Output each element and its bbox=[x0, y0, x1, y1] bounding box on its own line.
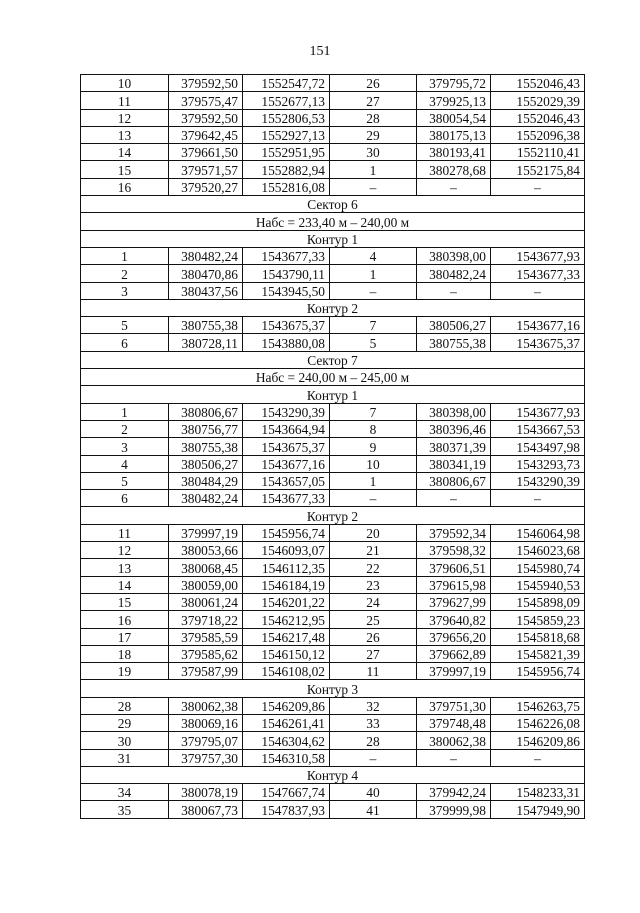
x-coordinate: 379795,72 bbox=[417, 75, 491, 92]
y-coordinate: 1545859,23 bbox=[491, 611, 585, 628]
point-number: 16 bbox=[81, 178, 169, 195]
point-number: 5 bbox=[81, 317, 169, 334]
point-number: 12 bbox=[81, 542, 169, 559]
x-coordinate: 380482,24 bbox=[417, 265, 491, 282]
x-coordinate: 380728,11 bbox=[169, 334, 243, 351]
y-coordinate: 1546304,62 bbox=[243, 732, 330, 749]
x-coordinate: 379606,51 bbox=[417, 559, 491, 576]
point-number: 25 bbox=[330, 611, 417, 628]
x-coordinate: 380078,19 bbox=[169, 784, 243, 801]
x-coordinate: 379748,48 bbox=[417, 714, 491, 731]
point-number: 41 bbox=[330, 801, 417, 818]
point-number: 10 bbox=[330, 455, 417, 472]
table-row bbox=[81, 490, 585, 507]
y-coordinate: 1543290,39 bbox=[491, 472, 585, 489]
point-number: 1 bbox=[330, 265, 417, 282]
y-coordinate: 1552927,13 bbox=[243, 126, 330, 143]
point-number: 13 bbox=[81, 126, 169, 143]
y-coordinate: 1547667,74 bbox=[243, 784, 330, 801]
point-number: 35 bbox=[81, 801, 169, 818]
table-row bbox=[81, 317, 585, 334]
point-number: 3 bbox=[81, 438, 169, 455]
y-coordinate: 1546108,02 bbox=[243, 663, 330, 680]
x-coordinate: 380061,24 bbox=[169, 593, 243, 610]
table-row bbox=[81, 663, 585, 680]
y-coordinate: 1552677,13 bbox=[243, 92, 330, 109]
x-coordinate: 380482,24 bbox=[169, 490, 243, 507]
table-row bbox=[81, 714, 585, 731]
point-number: 11 bbox=[330, 663, 417, 680]
point-number: 14 bbox=[81, 576, 169, 593]
y-coordinate: 1545821,39 bbox=[491, 645, 585, 662]
x-coordinate: 380054,54 bbox=[417, 109, 491, 126]
table-row bbox=[81, 628, 585, 645]
x-coordinate: 379997,19 bbox=[417, 663, 491, 680]
x-coordinate: 380175,13 bbox=[417, 126, 491, 143]
x-coordinate: 380062,38 bbox=[169, 697, 243, 714]
y-coordinate: 1543293,73 bbox=[491, 455, 585, 472]
table-row bbox=[81, 144, 585, 161]
point-number: – bbox=[330, 490, 417, 507]
point-number: 23 bbox=[330, 576, 417, 593]
x-coordinate: 380069,16 bbox=[169, 714, 243, 731]
section-header: Контур 4 bbox=[81, 766, 585, 783]
point-number: 5 bbox=[330, 334, 417, 351]
y-coordinate: 1543290,39 bbox=[243, 403, 330, 420]
y-coordinate: – bbox=[491, 749, 585, 766]
point-number: 15 bbox=[81, 593, 169, 610]
x-coordinate: 379615,98 bbox=[417, 576, 491, 593]
table-row bbox=[81, 438, 585, 455]
point-number: 8 bbox=[330, 420, 417, 437]
y-coordinate: 1546150,12 bbox=[243, 645, 330, 662]
table-row bbox=[81, 75, 585, 92]
section-header-row bbox=[81, 680, 585, 697]
x-coordinate: 379640,82 bbox=[417, 611, 491, 628]
y-coordinate: 1543677,16 bbox=[491, 317, 585, 334]
point-number: 27 bbox=[330, 645, 417, 662]
table-row bbox=[81, 247, 585, 264]
point-number: 29 bbox=[330, 126, 417, 143]
x-coordinate: 379592,34 bbox=[417, 524, 491, 541]
y-coordinate: 1546263,75 bbox=[491, 697, 585, 714]
table-row bbox=[81, 524, 585, 541]
point-number: 31 bbox=[81, 749, 169, 766]
y-coordinate: 1543664,94 bbox=[243, 420, 330, 437]
x-coordinate: 379571,57 bbox=[169, 161, 243, 178]
x-coordinate: 379598,32 bbox=[417, 542, 491, 559]
table-row bbox=[81, 784, 585, 801]
y-coordinate: 1547837,93 bbox=[243, 801, 330, 818]
point-number: – bbox=[330, 749, 417, 766]
section-header-row bbox=[81, 196, 585, 213]
point-number: 33 bbox=[330, 714, 417, 731]
point-number: 15 bbox=[81, 161, 169, 178]
y-coordinate: 1543677,33 bbox=[243, 247, 330, 264]
x-coordinate: 380755,38 bbox=[417, 334, 491, 351]
section-header-row bbox=[81, 230, 585, 247]
x-coordinate: 379997,19 bbox=[169, 524, 243, 541]
x-coordinate: 380053,66 bbox=[169, 542, 243, 559]
y-coordinate: 1543677,93 bbox=[491, 247, 585, 264]
point-number: 24 bbox=[330, 593, 417, 610]
y-coordinate: 1543657,05 bbox=[243, 472, 330, 489]
point-number: 10 bbox=[81, 75, 169, 92]
point-number: 4 bbox=[330, 247, 417, 264]
section-header: Сектор 6 bbox=[81, 196, 585, 213]
point-number: 19 bbox=[81, 663, 169, 680]
table-row bbox=[81, 420, 585, 437]
section-header: Набс = 233,40 м – 240,00 м bbox=[81, 213, 585, 230]
x-coordinate: 380437,56 bbox=[169, 282, 243, 299]
section-header: Контур 3 bbox=[81, 680, 585, 697]
table-row bbox=[81, 542, 585, 559]
section-header-row bbox=[81, 351, 585, 368]
x-coordinate: 379627,99 bbox=[417, 593, 491, 610]
point-number: 1 bbox=[81, 403, 169, 420]
table-row bbox=[81, 611, 585, 628]
x-coordinate: – bbox=[417, 282, 491, 299]
point-number: 26 bbox=[330, 75, 417, 92]
y-coordinate: 1552046,43 bbox=[491, 109, 585, 126]
y-coordinate: 1546112,35 bbox=[243, 559, 330, 576]
x-coordinate: 379757,30 bbox=[169, 749, 243, 766]
x-coordinate: 379585,59 bbox=[169, 628, 243, 645]
y-coordinate: 1546212,95 bbox=[243, 611, 330, 628]
point-number: 4 bbox=[81, 455, 169, 472]
point-number: 6 bbox=[81, 334, 169, 351]
page-number: 151 bbox=[309, 44, 331, 59]
table-row bbox=[81, 403, 585, 420]
x-coordinate: 380371,39 bbox=[417, 438, 491, 455]
point-number: – bbox=[330, 282, 417, 299]
y-coordinate: 1543677,33 bbox=[243, 490, 330, 507]
y-coordinate: 1543677,16 bbox=[243, 455, 330, 472]
point-number: 6 bbox=[81, 490, 169, 507]
x-coordinate: 380062,38 bbox=[417, 732, 491, 749]
y-coordinate: 1546023,68 bbox=[491, 542, 585, 559]
x-coordinate: 379575,47 bbox=[169, 92, 243, 109]
x-coordinate: 380068,45 bbox=[169, 559, 243, 576]
y-coordinate: 1546226,08 bbox=[491, 714, 585, 731]
y-coordinate: 1543675,37 bbox=[243, 317, 330, 334]
point-number: 3 bbox=[81, 282, 169, 299]
point-number: 32 bbox=[330, 697, 417, 714]
table-row bbox=[81, 593, 585, 610]
section-header: Контур 2 bbox=[81, 507, 585, 524]
y-coordinate: 1546064,98 bbox=[491, 524, 585, 541]
point-number: 28 bbox=[81, 697, 169, 714]
x-coordinate: 380059,00 bbox=[169, 576, 243, 593]
point-number: 16 bbox=[81, 611, 169, 628]
point-number: 2 bbox=[81, 265, 169, 282]
table-row bbox=[81, 161, 585, 178]
point-number: 28 bbox=[330, 732, 417, 749]
x-coordinate: 379795,07 bbox=[169, 732, 243, 749]
x-coordinate: 380278,68 bbox=[417, 161, 491, 178]
x-coordinate: 379656,20 bbox=[417, 628, 491, 645]
table-row bbox=[81, 282, 585, 299]
y-coordinate: 1552806,53 bbox=[243, 109, 330, 126]
point-number: 20 bbox=[330, 524, 417, 541]
point-number: 14 bbox=[81, 144, 169, 161]
point-number: 28 bbox=[330, 109, 417, 126]
section-header-row bbox=[81, 299, 585, 316]
table-row bbox=[81, 178, 585, 195]
table-row bbox=[81, 472, 585, 489]
x-coordinate: 380398,00 bbox=[417, 403, 491, 420]
coordinates-table bbox=[80, 74, 585, 819]
y-coordinate: 1547949,90 bbox=[491, 801, 585, 818]
x-coordinate: 380806,67 bbox=[417, 472, 491, 489]
y-coordinate: 1545956,74 bbox=[243, 524, 330, 541]
x-coordinate: – bbox=[417, 490, 491, 507]
y-coordinate: 1545818,68 bbox=[491, 628, 585, 645]
table-row bbox=[81, 749, 585, 766]
x-coordinate: 380506,27 bbox=[169, 455, 243, 472]
point-number: 1 bbox=[330, 161, 417, 178]
y-coordinate: – bbox=[491, 490, 585, 507]
table-row bbox=[81, 109, 585, 126]
x-coordinate: 379642,45 bbox=[169, 126, 243, 143]
x-coordinate: 380756,77 bbox=[169, 420, 243, 437]
y-coordinate: 1552046,43 bbox=[491, 75, 585, 92]
point-number: 1 bbox=[81, 247, 169, 264]
point-number: 17 bbox=[81, 628, 169, 645]
section-header-row bbox=[81, 369, 585, 386]
table-row bbox=[81, 92, 585, 109]
table-row bbox=[81, 559, 585, 576]
x-coordinate: 379587,99 bbox=[169, 663, 243, 680]
y-coordinate: 1546209,86 bbox=[243, 697, 330, 714]
x-coordinate: 379661,50 bbox=[169, 144, 243, 161]
x-coordinate: – bbox=[417, 749, 491, 766]
y-coordinate: 1552882,94 bbox=[243, 161, 330, 178]
point-number: 11 bbox=[81, 92, 169, 109]
table-row bbox=[81, 334, 585, 351]
y-coordinate: 1546261,41 bbox=[243, 714, 330, 731]
point-number: 21 bbox=[330, 542, 417, 559]
table-row bbox=[81, 455, 585, 472]
y-coordinate: 1543497,98 bbox=[491, 438, 585, 455]
section-header-row bbox=[81, 507, 585, 524]
table-row bbox=[81, 576, 585, 593]
y-coordinate: 1546310,58 bbox=[243, 749, 330, 766]
y-coordinate: 1546209,86 bbox=[491, 732, 585, 749]
x-coordinate: 379592,50 bbox=[169, 109, 243, 126]
y-coordinate: 1543880,08 bbox=[243, 334, 330, 351]
point-number: 13 bbox=[81, 559, 169, 576]
y-coordinate: – bbox=[491, 178, 585, 195]
point-number: 9 bbox=[330, 438, 417, 455]
section-header-row bbox=[81, 766, 585, 783]
x-coordinate: 379662,89 bbox=[417, 645, 491, 662]
x-coordinate: 379999,98 bbox=[417, 801, 491, 818]
point-number: 30 bbox=[81, 732, 169, 749]
section-header: Набс = 240,00 м – 245,00 м bbox=[81, 369, 585, 386]
table-row bbox=[81, 697, 585, 714]
y-coordinate: 1552547,72 bbox=[243, 75, 330, 92]
y-coordinate: 1543677,93 bbox=[491, 403, 585, 420]
y-coordinate: 1552951,95 bbox=[243, 144, 330, 161]
table-row bbox=[81, 126, 585, 143]
x-coordinate: 379925,13 bbox=[417, 92, 491, 109]
x-coordinate: 380398,00 bbox=[417, 247, 491, 264]
y-coordinate: 1543677,33 bbox=[491, 265, 585, 282]
y-coordinate: 1546093,07 bbox=[243, 542, 330, 559]
x-coordinate: 380482,24 bbox=[169, 247, 243, 264]
y-coordinate: 1545898,09 bbox=[491, 593, 585, 610]
x-coordinate: 380193,41 bbox=[417, 144, 491, 161]
x-coordinate: 379592,50 bbox=[169, 75, 243, 92]
point-number: 34 bbox=[81, 784, 169, 801]
y-coordinate: 1552096,38 bbox=[491, 126, 585, 143]
x-coordinate: 380067,73 bbox=[169, 801, 243, 818]
point-number: 27 bbox=[330, 92, 417, 109]
y-coordinate: 1545980,74 bbox=[491, 559, 585, 576]
y-coordinate: 1548233,31 bbox=[491, 784, 585, 801]
x-coordinate: 380484,29 bbox=[169, 472, 243, 489]
table-row bbox=[81, 645, 585, 662]
y-coordinate: 1552816,08 bbox=[243, 178, 330, 195]
y-coordinate: 1545956,74 bbox=[491, 663, 585, 680]
x-coordinate: 380506,27 bbox=[417, 317, 491, 334]
table-row bbox=[81, 801, 585, 818]
y-coordinate: 1543675,37 bbox=[491, 334, 585, 351]
point-number: 7 bbox=[330, 317, 417, 334]
x-coordinate: 379520,27 bbox=[169, 178, 243, 195]
point-number: – bbox=[330, 178, 417, 195]
y-coordinate: 1552110,41 bbox=[491, 144, 585, 161]
point-number: 29 bbox=[81, 714, 169, 731]
point-number: 1 bbox=[330, 472, 417, 489]
point-number: 40 bbox=[330, 784, 417, 801]
point-number: 30 bbox=[330, 144, 417, 161]
x-coordinate: 380341,19 bbox=[417, 455, 491, 472]
x-coordinate: 379718,22 bbox=[169, 611, 243, 628]
point-number: 11 bbox=[81, 524, 169, 541]
x-coordinate: 380470,86 bbox=[169, 265, 243, 282]
table-row bbox=[81, 732, 585, 749]
x-coordinate: – bbox=[417, 178, 491, 195]
y-coordinate: 1543667,53 bbox=[491, 420, 585, 437]
y-coordinate: 1546184,19 bbox=[243, 576, 330, 593]
point-number: 26 bbox=[330, 628, 417, 645]
coordinates-table-body bbox=[81, 75, 585, 819]
point-number: 5 bbox=[81, 472, 169, 489]
point-number: 12 bbox=[81, 109, 169, 126]
y-coordinate: 1543790,11 bbox=[243, 265, 330, 282]
y-coordinate: 1546201,22 bbox=[243, 593, 330, 610]
y-coordinate: 1546217,48 bbox=[243, 628, 330, 645]
y-coordinate: 1552175,84 bbox=[491, 161, 585, 178]
point-number: 22 bbox=[330, 559, 417, 576]
section-header: Контур 1 bbox=[81, 230, 585, 247]
x-coordinate: 380806,67 bbox=[169, 403, 243, 420]
point-number: 18 bbox=[81, 645, 169, 662]
section-header: Сектор 7 bbox=[81, 351, 585, 368]
y-coordinate: 1552029,39 bbox=[491, 92, 585, 109]
y-coordinate: – bbox=[491, 282, 585, 299]
section-header: Контур 2 bbox=[81, 299, 585, 316]
x-coordinate: 379751,30 bbox=[417, 697, 491, 714]
x-coordinate: 380755,38 bbox=[169, 438, 243, 455]
y-coordinate: 1545940,53 bbox=[491, 576, 585, 593]
section-header-row bbox=[81, 213, 585, 230]
y-coordinate: 1543945,50 bbox=[243, 282, 330, 299]
section-header-row bbox=[81, 386, 585, 403]
x-coordinate: 380396,46 bbox=[417, 420, 491, 437]
section-header: Контур 1 bbox=[81, 386, 585, 403]
point-number: 2 bbox=[81, 420, 169, 437]
x-coordinate: 379585,62 bbox=[169, 645, 243, 662]
point-number: 7 bbox=[330, 403, 417, 420]
x-coordinate: 380755,38 bbox=[169, 317, 243, 334]
y-coordinate: 1543675,37 bbox=[243, 438, 330, 455]
x-coordinate: 379942,24 bbox=[417, 784, 491, 801]
table-row bbox=[81, 265, 585, 282]
